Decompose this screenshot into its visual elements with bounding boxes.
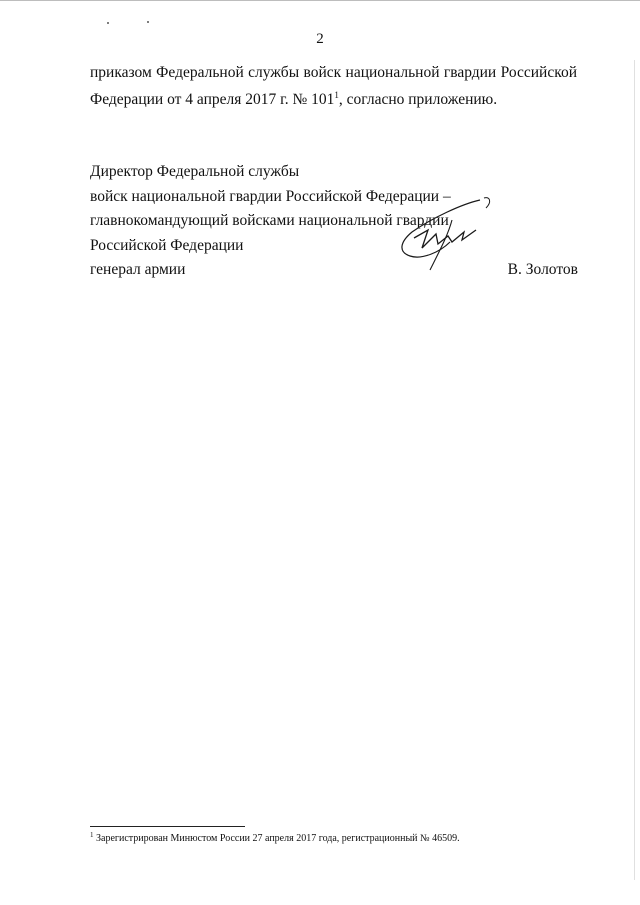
- footnote: [90, 832, 460, 845]
- signatory-title-4: Российской Федерации: [90, 237, 244, 254]
- scan-speck: [147, 21, 149, 23]
- body-line-2-text: Федерации от 4 апреля 2017 г. № 101: [90, 91, 335, 108]
- scan-right-edge: [634, 60, 635, 880]
- body-line-1: приказом Федеральной службы войск национальной гвардии Российской: [90, 64, 577, 81]
- handwritten-signature-icon: [392, 190, 502, 280]
- signatory-title-2: войск национальной гвардии Российской Федерации –: [90, 188, 451, 205]
- signatory-rank: генерал армии: [90, 261, 186, 278]
- footnote-text: Зарегистрирован Минюстом России 27 апреля 2017 года, регистрационный № 46509.: [93, 833, 460, 844]
- scan-edge-line: [0, 0, 640, 1]
- footnote-separator: [90, 826, 245, 827]
- footnote-reference: 1: [334, 90, 339, 100]
- page-number: 2: [316, 31, 324, 47]
- signatory-name: В. Золотов: [507, 261, 578, 278]
- body-line-2: [90, 90, 497, 109]
- scan-speck: [107, 22, 109, 24]
- footnote-mark: 1: [90, 831, 94, 839]
- body-line-2-tail: , согласно приложению.: [338, 91, 498, 108]
- signatory-title-1: Директор Федеральной службы: [90, 163, 300, 180]
- signatory-title-3: главнокомандующий войсками национальной гвардии: [90, 212, 449, 229]
